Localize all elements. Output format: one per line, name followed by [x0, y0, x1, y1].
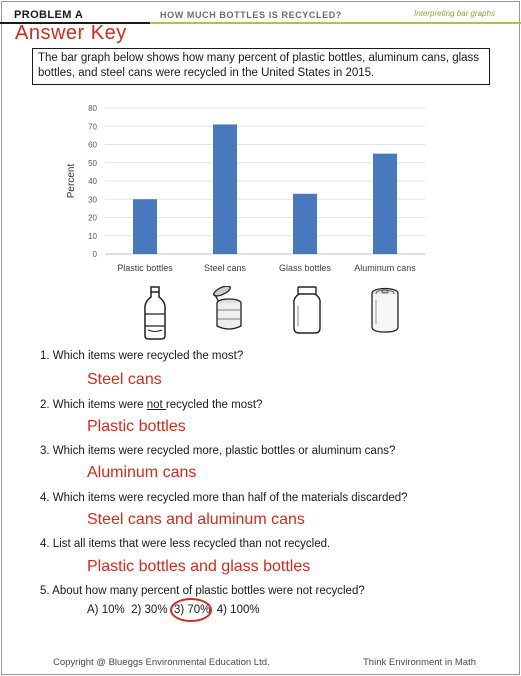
answer-key-label: Answer Key [15, 22, 127, 44]
question-number: 2. [40, 399, 50, 411]
footer-copyright: Copyright @ Blueggs Environmental Education Ltd. [53, 657, 270, 668]
question-number: 4. [40, 538, 50, 550]
worksheet-title: HOW MUCH BOTTLES IS RECYCLED? [160, 10, 342, 20]
answer-1: Steel cans [87, 371, 162, 388]
question-5 [40, 538, 330, 550]
y-axis-label: Percent [66, 163, 77, 199]
question-text: About how many percent of plastic bottles were not recycled? [52, 585, 365, 597]
bar [213, 124, 237, 254]
bar [373, 154, 397, 254]
x-tick-label: Steel cans [203, 263, 247, 273]
y-tick-label: 40 [88, 177, 97, 186]
aluminum-can-icon [368, 286, 402, 334]
question-text: recycled the most? [165, 399, 263, 411]
selected-choice-circle [170, 598, 212, 622]
y-tick-label: 20 [88, 213, 97, 223]
answer-4: Steel cans and aluminum cans [87, 511, 305, 528]
choice-2[interactable]: 2) 30% [131, 604, 168, 616]
choice-4[interactable]: 4) 100% [216, 604, 260, 616]
intro-text-box: The bar graph below shows how many percent of plastic bottles, aluminum cans, glass bottles, and steel cans were recycled in the United States in 2015. [32, 48, 490, 85]
y-tick-label: 10 [88, 231, 97, 241]
answer-5: Plastic bottles and glass bottles [87, 558, 311, 575]
question-1 [40, 350, 243, 362]
problem-label: PROBLEM A [14, 9, 84, 21]
x-tick-label: Plastic bottles [117, 263, 173, 273]
topic-label: Interpreting bar graphs [414, 9, 495, 18]
choice-3[interactable]: 3) 70% [173, 604, 211, 616]
question-text: Which items were [52, 399, 147, 411]
question-text: Which items were recycled more, plastic bottles or aluminum cans? [52, 445, 396, 457]
bar-chart [55, 98, 435, 283]
question-text: List all items that were less recycled than not recycled. [52, 538, 331, 550]
plastic-bottle-icon [140, 286, 170, 340]
footer-tagline: Think Environment in Math [363, 657, 476, 668]
bar [293, 194, 317, 254]
x-tick-label: Aluminum cans [354, 263, 416, 273]
y-tick-label: 50 [88, 158, 97, 168]
y-tick-label: 80 [88, 104, 97, 113]
y-tick-label: 30 [88, 195, 97, 205]
question-number: 5. [40, 585, 50, 597]
question-number: 1. [40, 350, 50, 362]
answer-2: Plastic bottles [87, 418, 186, 435]
glass-jar-icon [291, 286, 323, 334]
question-emphasis: not [146, 399, 166, 411]
question-number: 4. [40, 492, 50, 504]
question-text: Which items were recycled more than half of the materials discarded? [52, 492, 408, 504]
question-2 [40, 399, 262, 411]
y-tick-label: 0 [92, 250, 97, 259]
question-6 [40, 585, 365, 597]
question-text: Which items were recycled the most? [52, 350, 244, 362]
steel-can-icon [207, 286, 249, 332]
question-number: 3. [40, 445, 50, 457]
question-3 [40, 445, 395, 457]
x-tick-label: Glass bottles [278, 263, 332, 273]
question-4 [40, 492, 408, 504]
bar [133, 199, 157, 254]
choice-a[interactable]: A) 10% [87, 604, 125, 616]
y-tick-label: 60 [88, 140, 97, 150]
y-tick-label: 70 [88, 122, 97, 132]
worksheet-header [0, 0, 521, 22]
answer-3: Aluminum cans [87, 464, 197, 481]
